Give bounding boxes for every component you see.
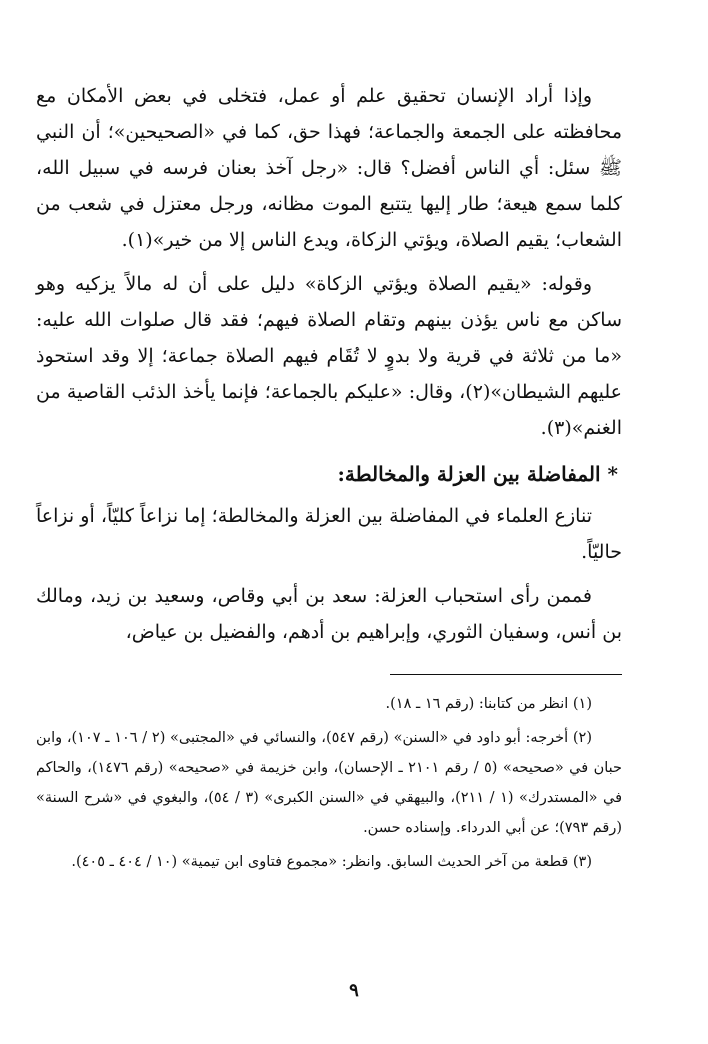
footnote-divider [390, 674, 622, 675]
section-paragraph-1: تنازع العلماء في المفاضلة بين العزلة والمخالطة؛ إما نزاعاً كليّاً، أو نزاعاً حاليّاً. [36, 505, 622, 563]
body-paragraph-1: وإذا أراد الإنسان تحقيق علم أو عمل، فتخلى في بعض الأمكان مع محافظته على الجمعة والجماعة؛ فهذا حق، كما في «الصحيحين»؛ أن النبي ﷺ سئل: أي الناس أفضل؟ قال: «رجل آخذ بعنان فرسه في سبيل الله، كلما سمع هيعة؛ طار إليها يتتبع الموت مظانه، ورجل معتزل في شعب من الشعاب؛ يقيم الصلاة، ويؤتي الزكاة، ويدع الناس إلا من خير»(١). [36, 85, 623, 251]
body-paragraph-2: وقوله: «يقيم الصلاة ويؤتي الزكاة» دليل على أن له مالاً يزكيه وهو ساكن مع ناس يؤذن بينهم وتقام الصلاة فيهم؛ فقد قال صلوات الله عليه: «ما من ثلاثة في قرية ولا بدوٍ لا تُقَام فيهم الصلاة جماعة؛ إلا وقد استحوذ عليهم الشيطان»(٢)، وقال: «عليكم بالجماعة؛ فإنما يأخذ الذئب القاصية من الغنم»(٣). [36, 273, 622, 439]
footnote-1: (١) انظر من كتابنا: (رقم ١٦ ـ ١٨). [385, 696, 592, 712]
page-number: ٩ [349, 980, 359, 1001]
footnote-3: (٣) قطعة من آخر الحديث السابق. وانظر: «مجموع فتاوى ابن تيمية» (١٠ / ٤٠٤ ـ ٤٠٥). [71, 854, 592, 870]
section-paragraph-2: فممن رأى استحباب العزلة: سعد بن أبي وقاص، وسعيد بن زيد، ومالك بن أنس، وسفيان الثوري، وإبراهيم بن أدهم، والفضيل بن عياض، [36, 585, 622, 643]
footnote-2: (٢) أخرجه: أبو داود في «السنن» (رقم ٥٤٧)، والنسائي في «المجتبى» (٢ / ١٠٦ ـ ١٠٧)، وابن حبان في «صحيحه» (٥ / رقم ٢١٠١ ـ الإحسان)، وابن خزيمة في «صحيحه» (رقم ١٤٧٦)، والحاكم في «المستدرك» (١ / ٢١١)، والبيهقي في «السنن الكبرى» (٣ / ٥٤)، والبغوي في «شرح السنة» (رقم ٧٩٣)؛ عن أبي الدرداء. وإسناده حسن. [36, 730, 623, 836]
page-content [36, 78, 622, 877]
section-heading: * المفاضلة بين العزلة والمخالطة: [337, 462, 618, 486]
